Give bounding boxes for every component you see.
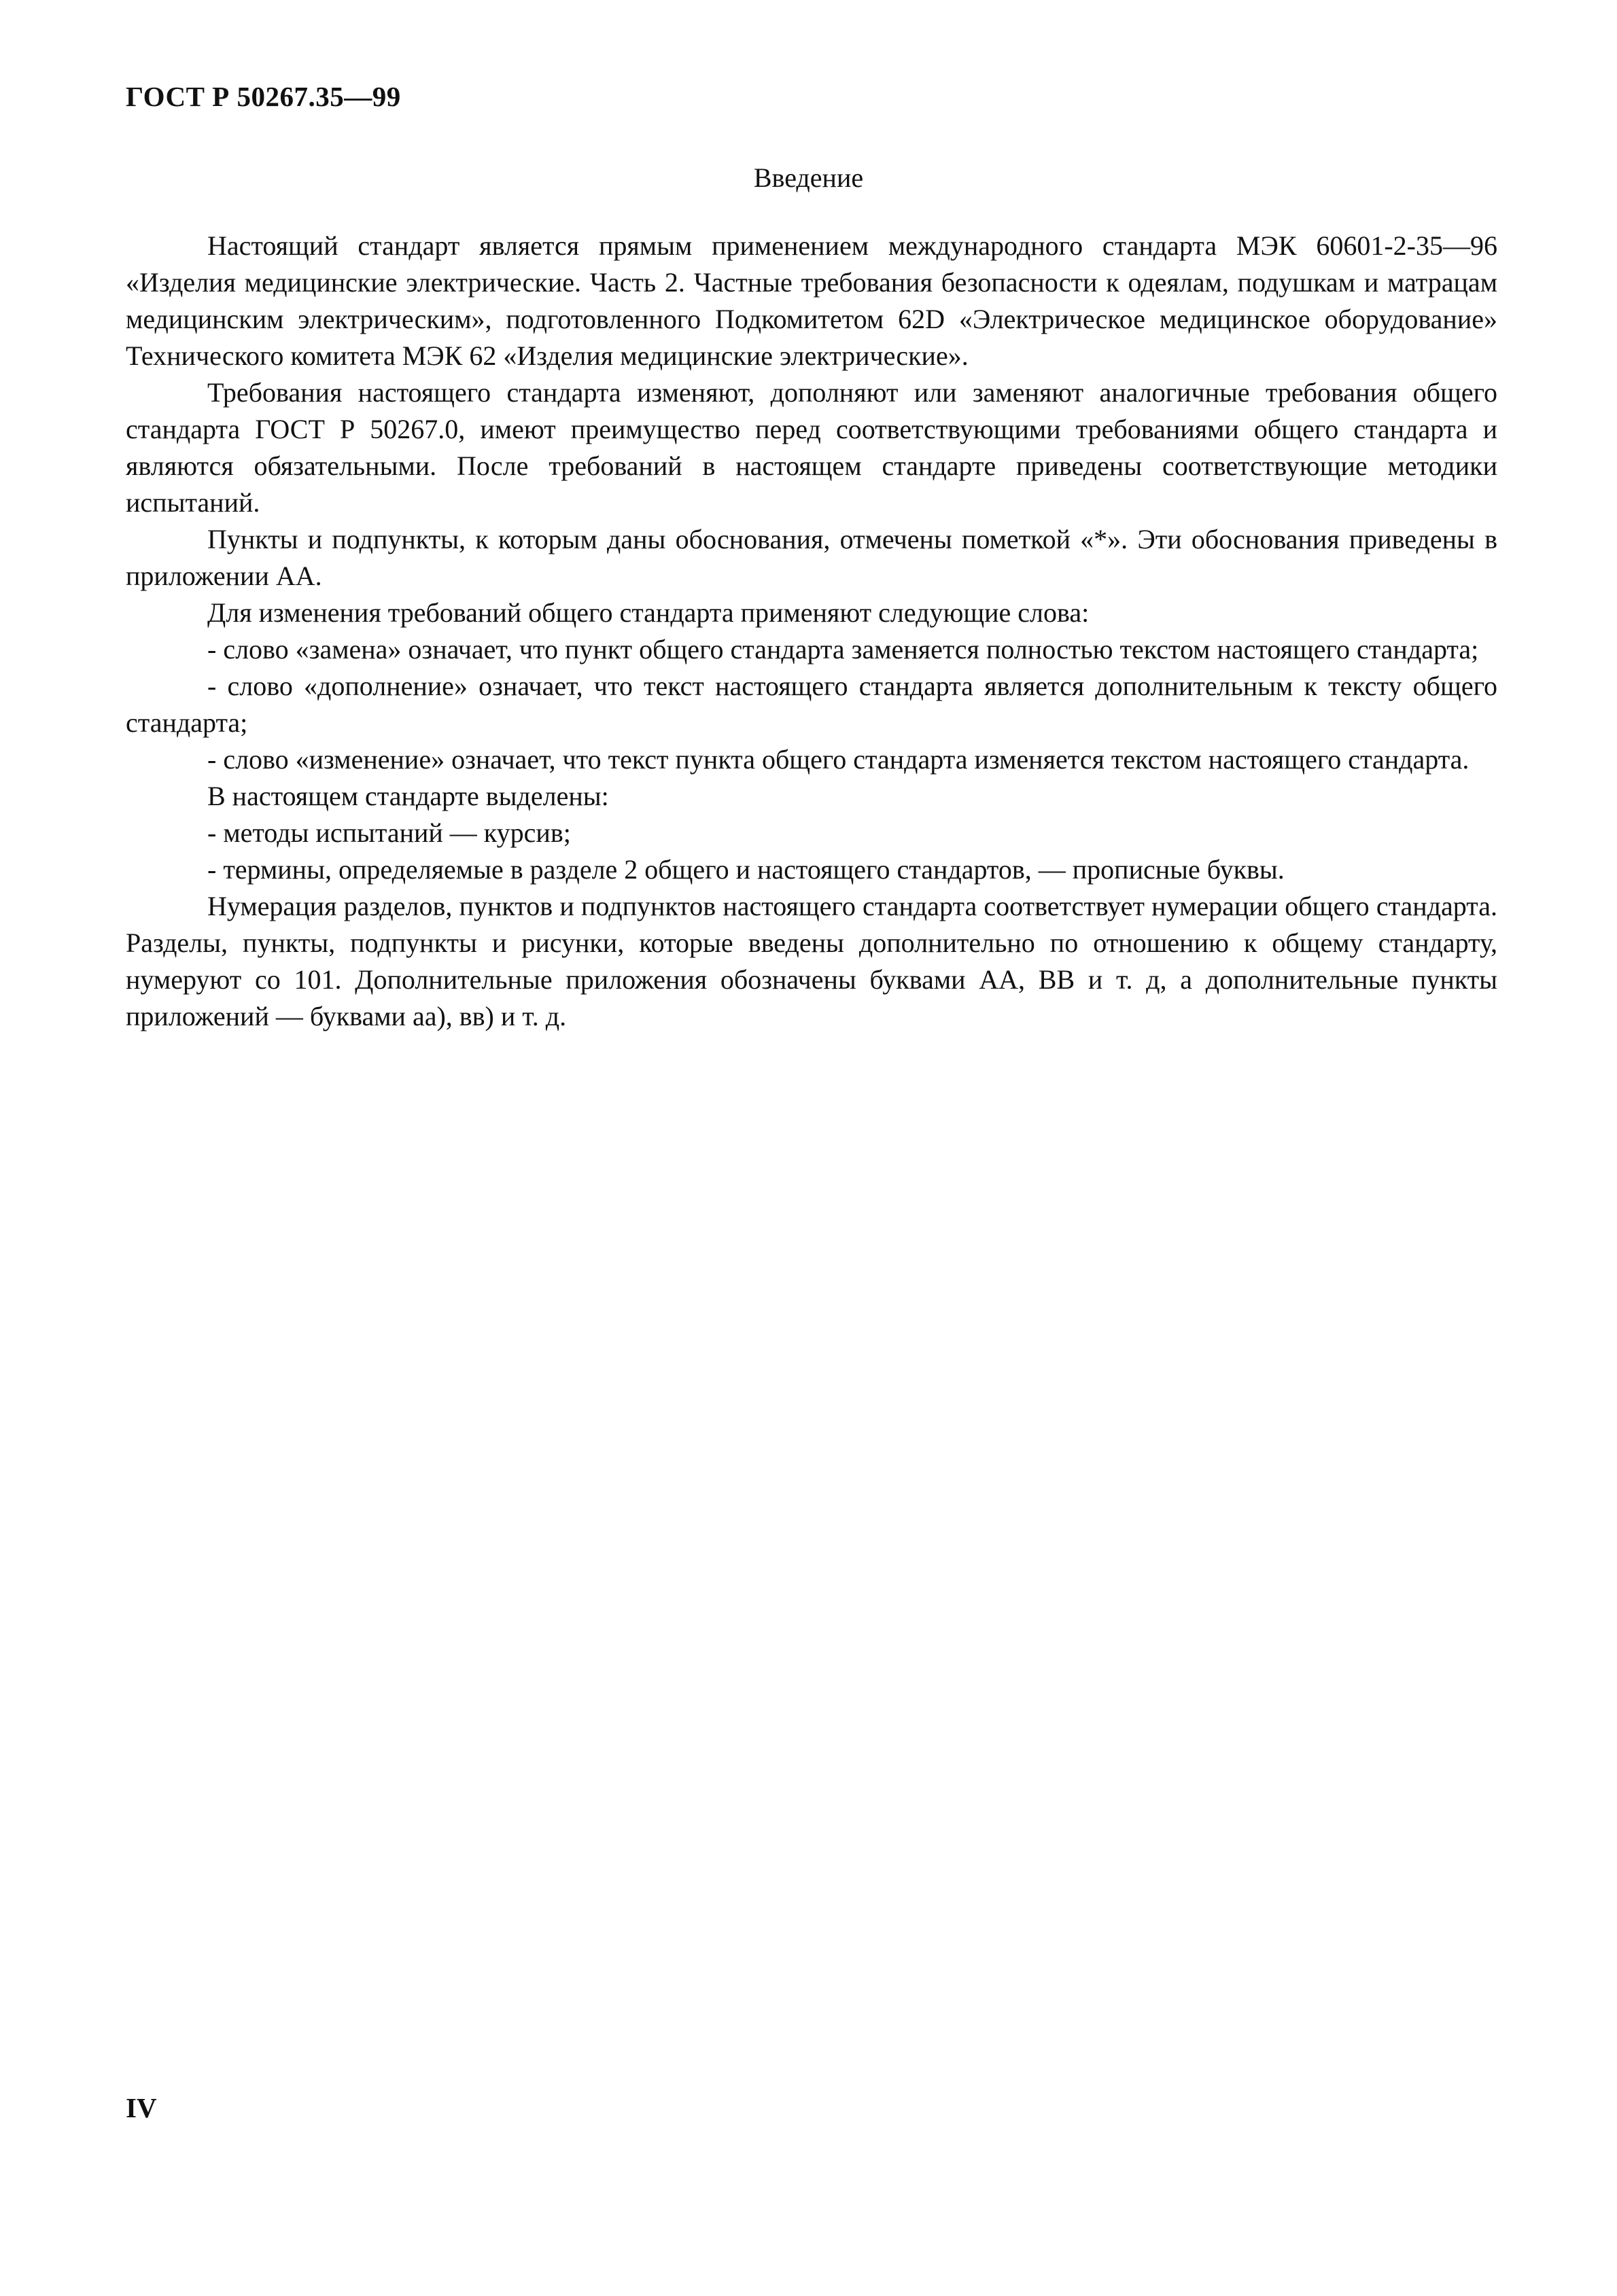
paragraph: Настоящий стандарт является прямым применением международного стандарта МЭК 60601-2-35—96 «Изделия медицинские электрические. Часть 2. Частные требования безопасности к одеялам, подушкам и матрацам медицинским электрическим», подготовленного Подкомитетом 62D «Электрическое медицинское оборудование» Технического комитета МЭК 62 «Изделия медицинские электрические».: [126, 230, 1497, 371]
paragraph: Требования настоящего стандарта изменяют, дополняют или заменяют аналогичные требования общего стандарта ГОСТ Р 50267.0, имеют преимущество перед соответствующими требованиями общего стандарта и являются обязательными. После требований в настоящем стандарте приведены соответствующие методики испытаний.: [126, 377, 1497, 518]
page-number: IV: [126, 2092, 157, 2123]
paragraph: В настоящем стандарте выделены:: [207, 781, 609, 811]
paragraph: - термины, определяемые в разделе 2 общего и настоящего стандартов, — прописные буквы.: [207, 854, 1285, 885]
paragraph: - слово «дополнение» означает, что текст настоящего стандарта является дополнительным к тексту общего стандарта;: [126, 671, 1497, 738]
section-title: Введение: [753, 162, 864, 193]
document-code-header: ГОСТ Р 50267.35—99: [126, 81, 401, 112]
paragraph: Для изменения требований общего стандарта применяют следующие слова:: [207, 597, 1090, 628]
document-body: [126, 228, 1497, 1035]
paragraph: Пункты и подпункты, к которым даны обоснования, отмечены пометкой «*». Эти обоснования приведены в приложении АА.: [126, 524, 1497, 591]
paragraph: - слово «изменение» означает, что текст пункта общего стандарта изменяется текстом настоящего стандарта.: [207, 744, 1470, 775]
paragraph: - слово «замена» означает, что пункт общего стандарта заменяется полностью текстом настоящего стандарта;: [207, 634, 1479, 665]
paragraph: - методы испытаний — курсив;: [207, 817, 571, 848]
paragraph: Нумерация разделов, пунктов и подпунктов настоящего стандарта соответствует нумерации общего стандарта. Разделы, пункты, подпункты и рисунки, которые введены дополнительно по отношению к общему стандарту, нумеруют со 101. Дополнительные приложения обозначены буквами АА, ВВ и т. д, а дополнительные пункты приложений — буквами аа), вв) и т. д.: [126, 891, 1497, 1031]
